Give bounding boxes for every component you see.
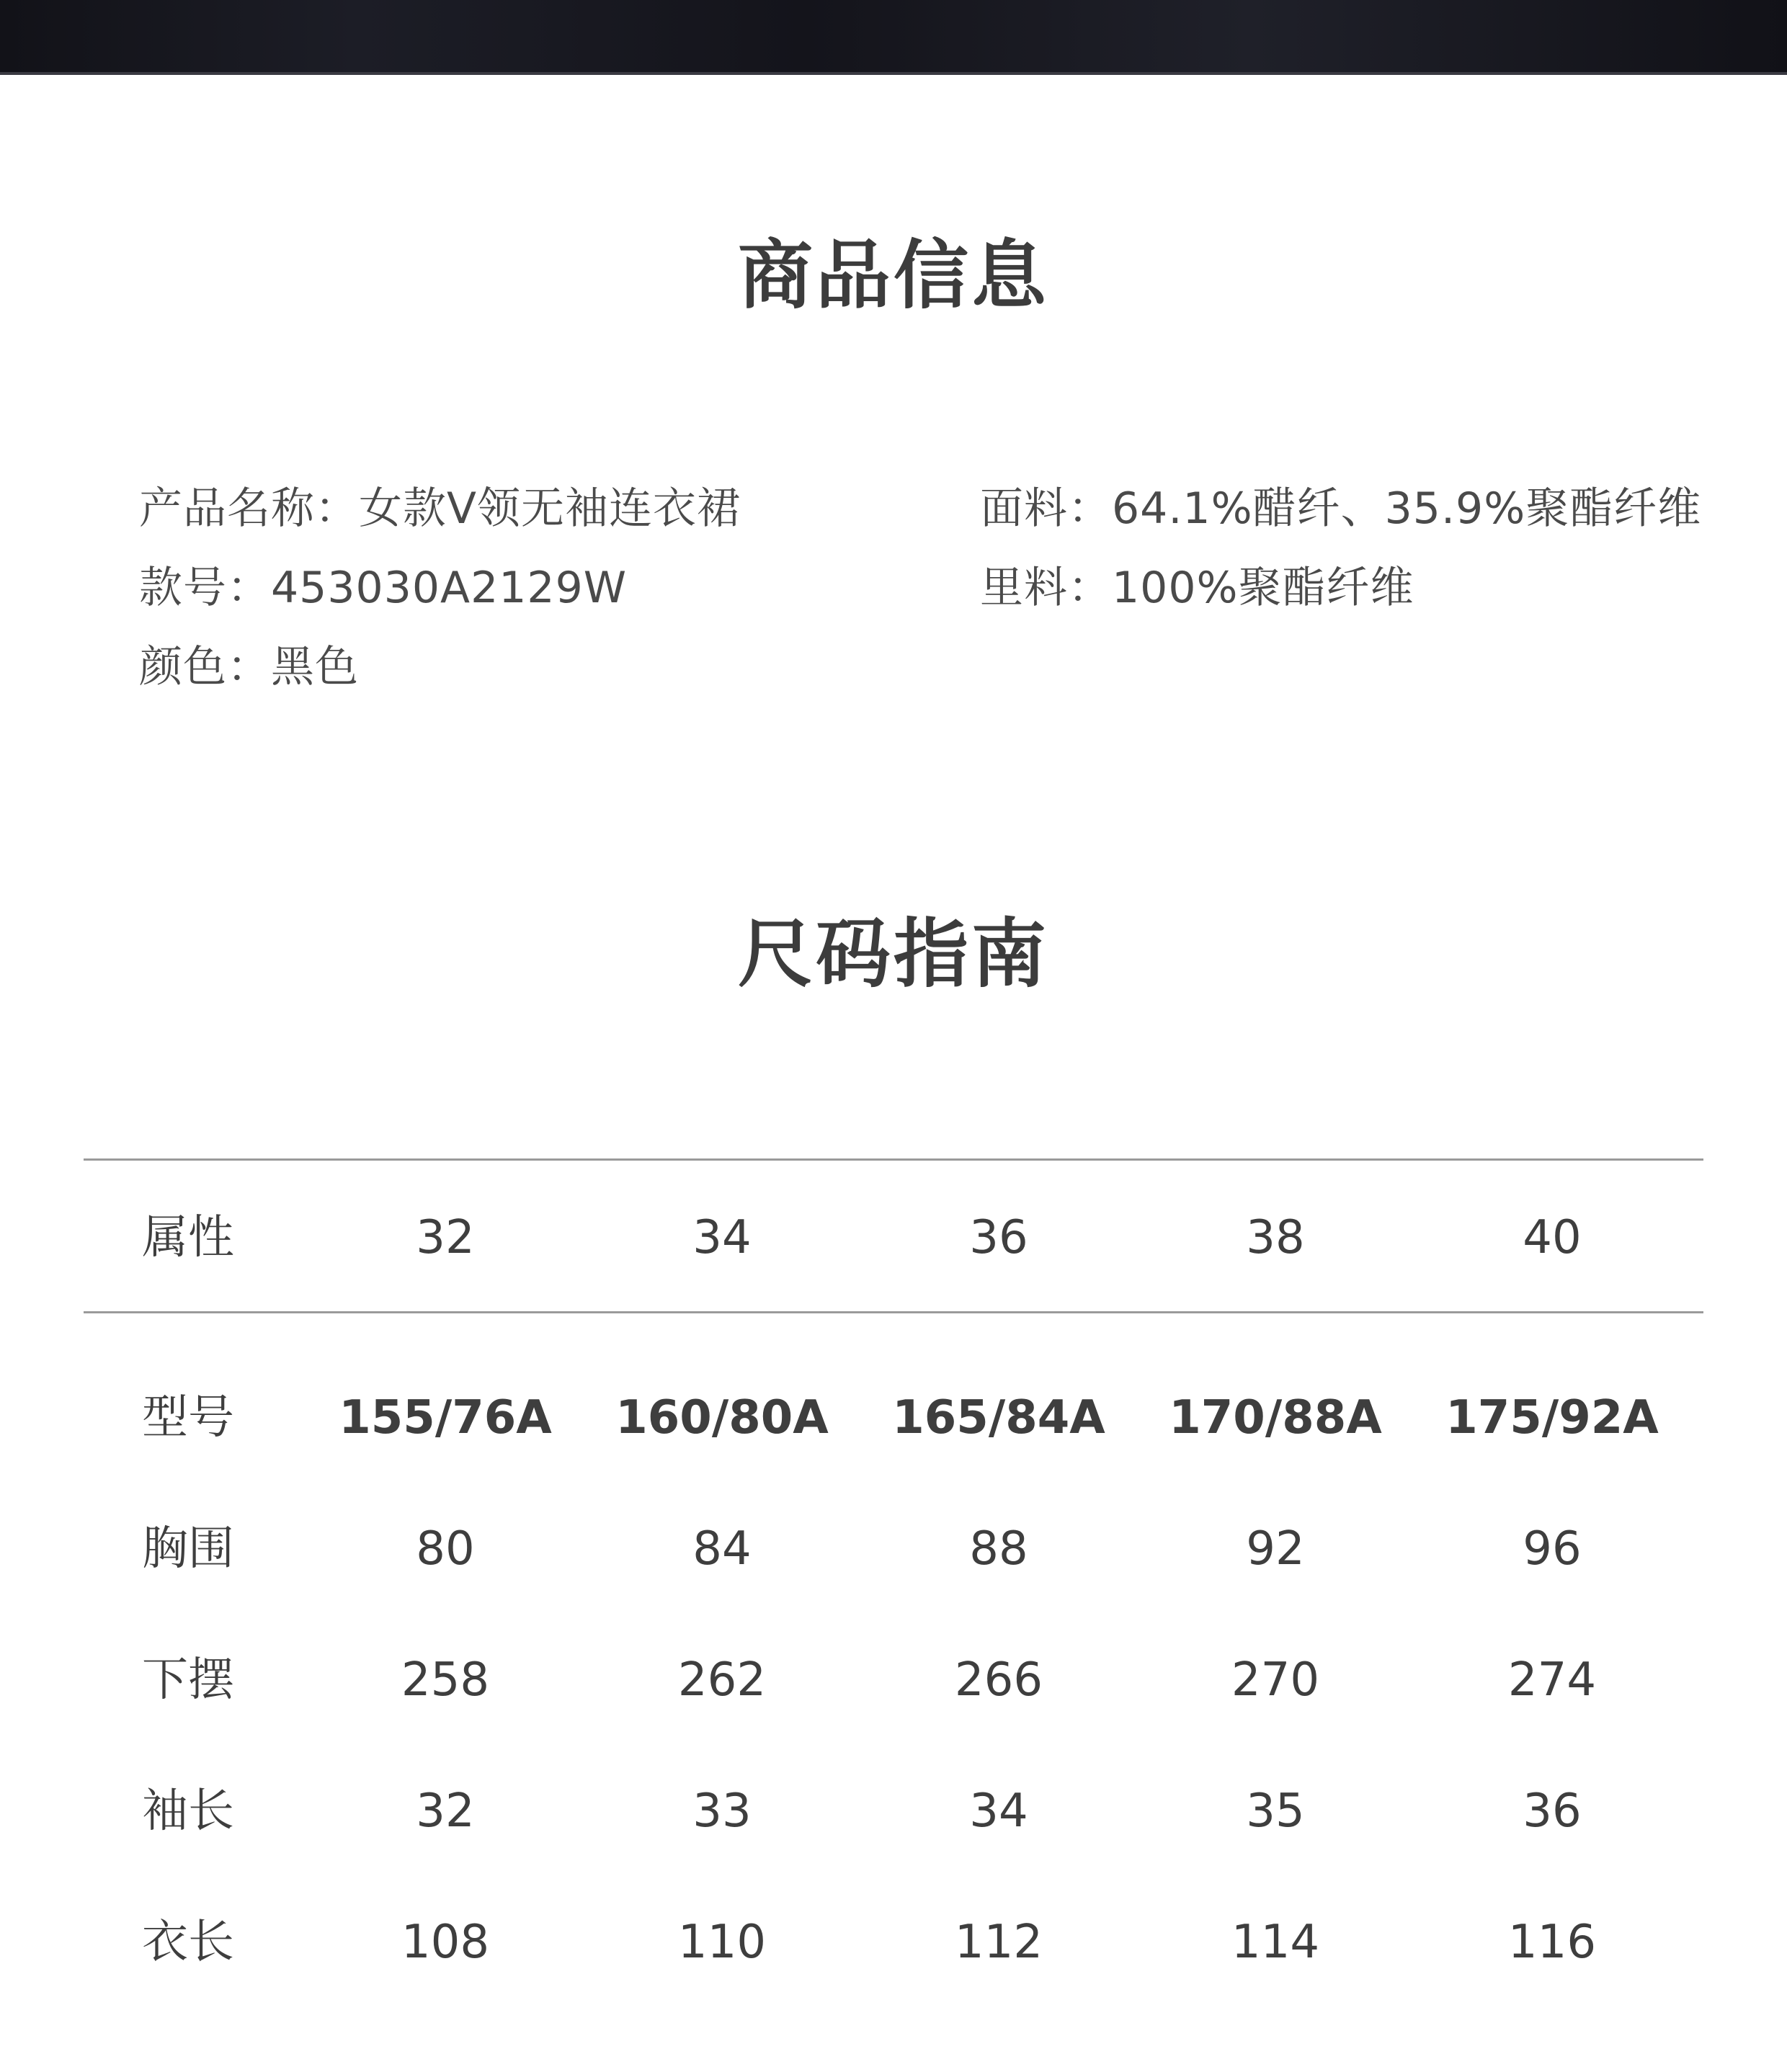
table-cell: 80 bbox=[416, 1522, 475, 1576]
table-cell: 274 bbox=[1507, 1653, 1597, 1707]
table-header-divider bbox=[84, 1311, 1703, 1313]
table-cell: 33 bbox=[692, 1785, 752, 1838]
table-cell: 34 bbox=[969, 1785, 1028, 1838]
table-header-size: 38 bbox=[1246, 1211, 1305, 1264]
table-row-label: 衣长 bbox=[142, 1916, 234, 1969]
table-cell: 270 bbox=[1231, 1653, 1320, 1707]
table-cell: 175/92A bbox=[1445, 1391, 1659, 1444]
table-cell: 32 bbox=[416, 1785, 475, 1838]
table-row-label: 型号 bbox=[142, 1391, 234, 1444]
fabric-composition: 面料：64.1%醋纤、35.9%聚酯纤维 bbox=[980, 483, 1702, 534]
product-name: 产品名称：女款V领无袖连衣裙 bbox=[139, 483, 741, 534]
table-header-size: 32 bbox=[416, 1211, 475, 1264]
table-cell: 96 bbox=[1523, 1522, 1582, 1576]
table-cell: 84 bbox=[692, 1522, 752, 1576]
table-header-size: 40 bbox=[1523, 1211, 1582, 1264]
table-header-size: 36 bbox=[969, 1211, 1028, 1264]
table-row-label: 袖长 bbox=[142, 1785, 234, 1838]
table-cell: 116 bbox=[1507, 1916, 1597, 1969]
table-cell: 258 bbox=[401, 1653, 490, 1707]
table-cell: 165/84A bbox=[892, 1391, 1105, 1444]
product-color: 颜色：黑色 bbox=[139, 642, 359, 692]
table-cell: 170/88A bbox=[1169, 1391, 1382, 1444]
table-cell: 155/76A bbox=[339, 1391, 552, 1444]
size-guide-title: 尺码指南 bbox=[737, 910, 1049, 998]
table-cell: 108 bbox=[401, 1916, 490, 1969]
table-header-label: 属性 bbox=[142, 1211, 234, 1264]
table-row-label: 下摆 bbox=[142, 1653, 234, 1707]
table-cell: 35 bbox=[1246, 1785, 1305, 1838]
table-header-size: 34 bbox=[692, 1211, 752, 1264]
table-top-divider bbox=[84, 1158, 1703, 1161]
table-cell: 36 bbox=[1523, 1785, 1582, 1838]
product-info-title: 商品信息 bbox=[737, 231, 1049, 319]
table-cell: 114 bbox=[1231, 1916, 1320, 1969]
table-cell: 112 bbox=[954, 1916, 1043, 1969]
table-cell: 110 bbox=[677, 1916, 767, 1969]
table-cell: 88 bbox=[969, 1522, 1028, 1576]
table-cell: 160/80A bbox=[615, 1391, 829, 1444]
table-cell: 92 bbox=[1246, 1522, 1305, 1576]
table-row-label: 胸围 bbox=[142, 1522, 234, 1576]
lining-composition: 里料：100%聚酯纤维 bbox=[980, 563, 1414, 613]
table-cell: 262 bbox=[677, 1653, 767, 1707]
table-cell: 266 bbox=[954, 1653, 1043, 1707]
top-banner bbox=[0, 0, 1787, 75]
style-number: 款号：453030A2129W bbox=[139, 563, 628, 613]
